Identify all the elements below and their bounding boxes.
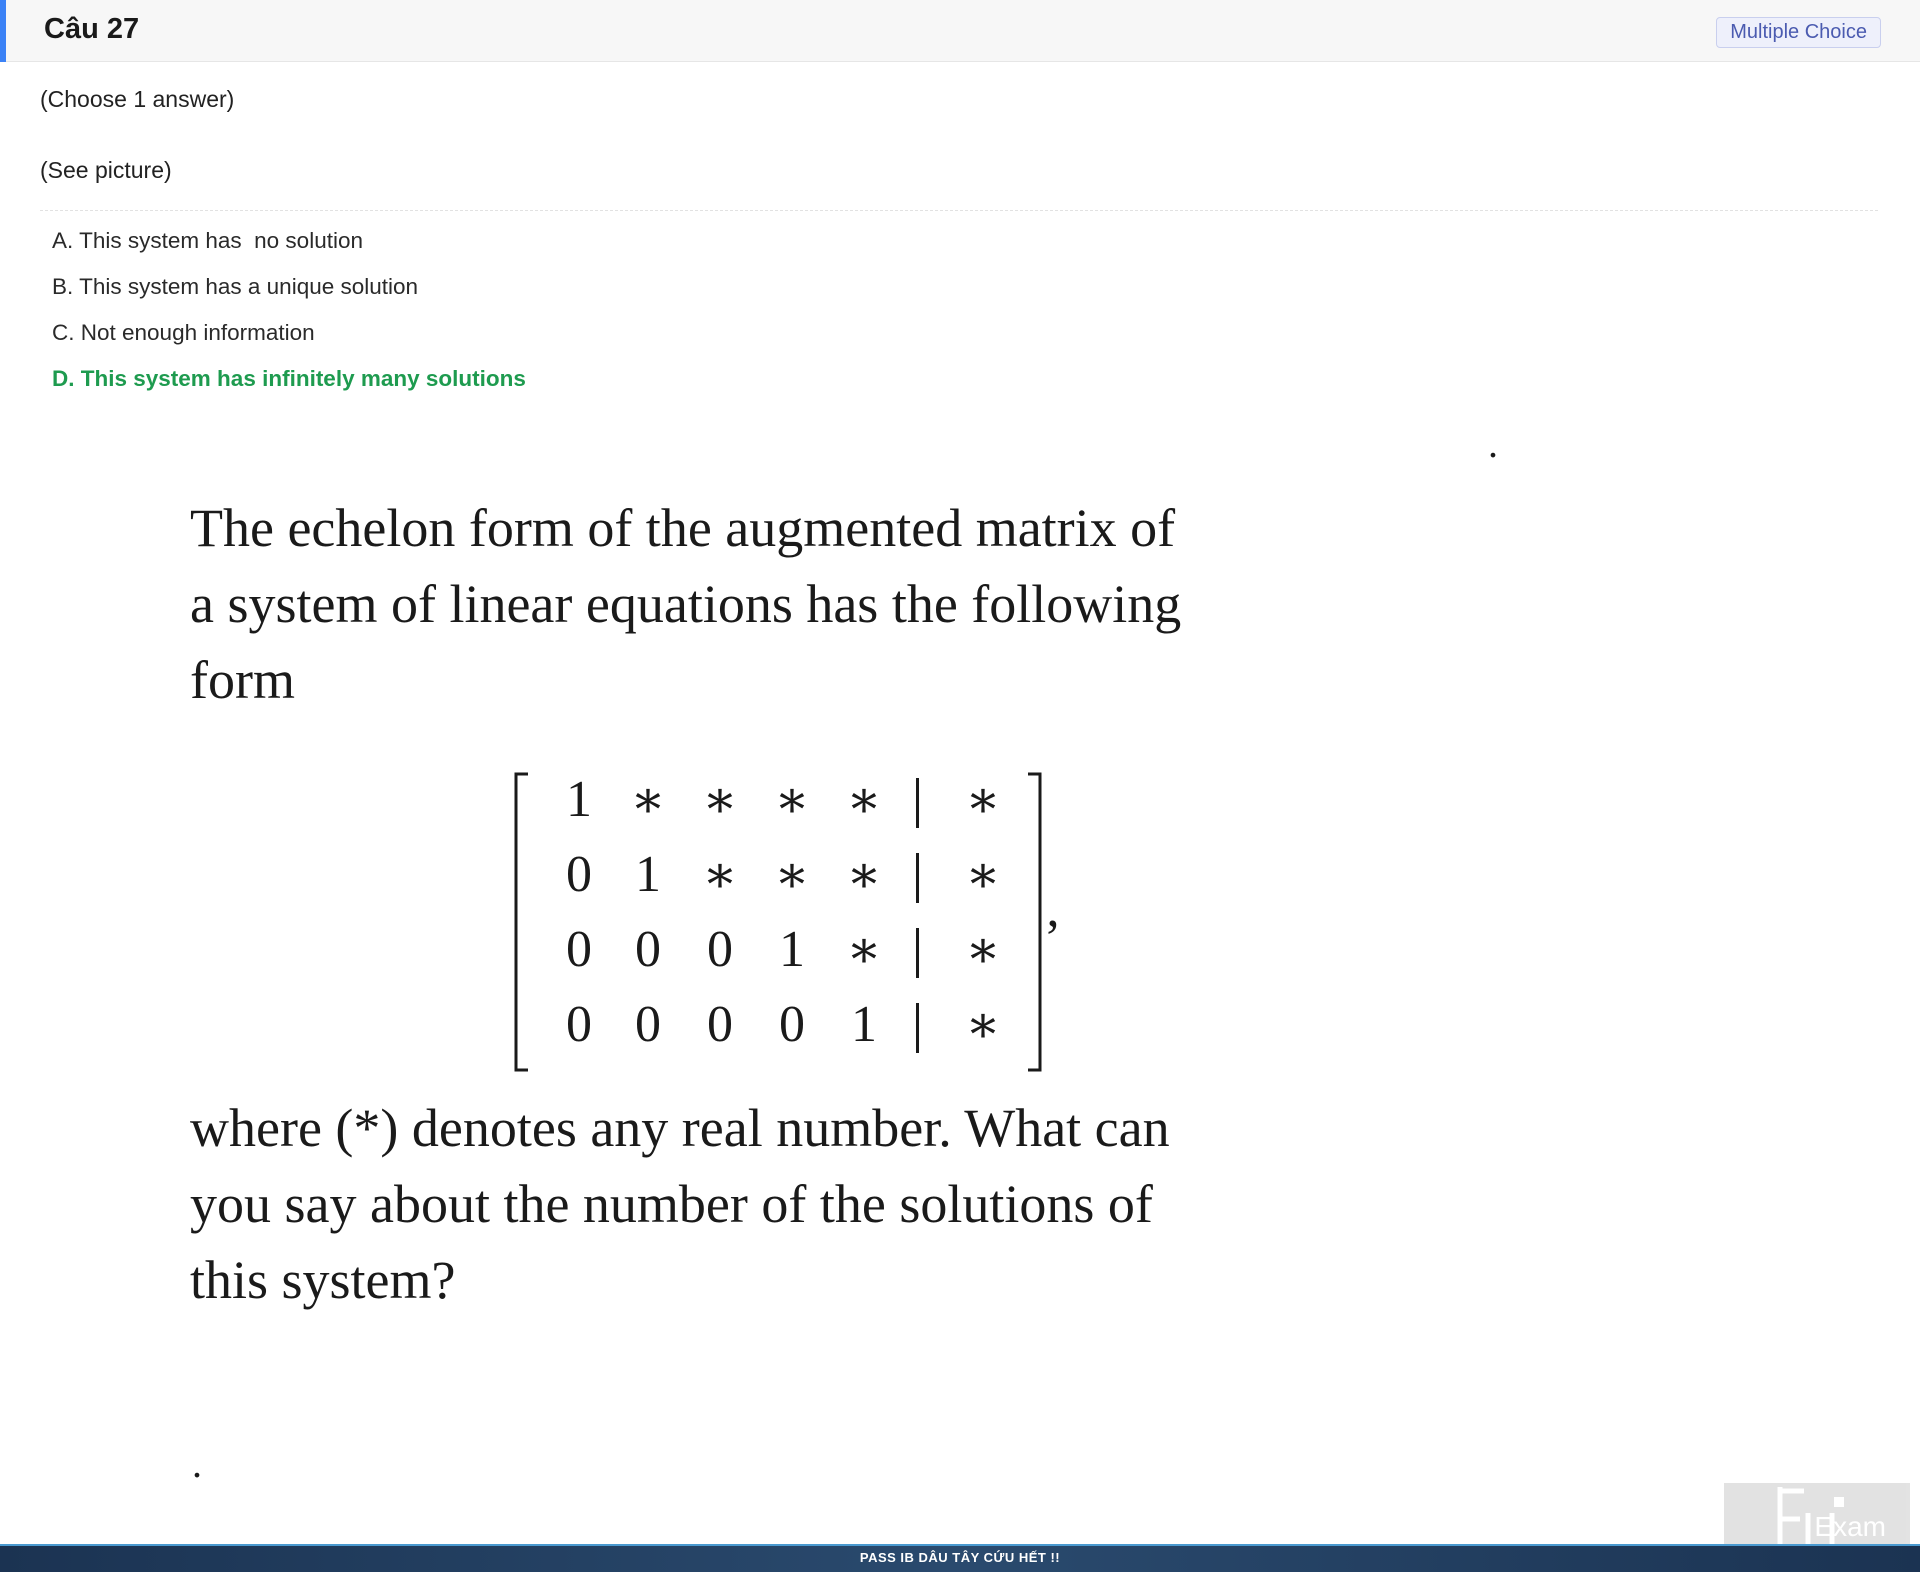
matrix-cell: ∗ (965, 997, 1001, 1054)
question-instruction: (Choose 1 answer) (40, 86, 235, 112)
option-c[interactable]: C. Not enough information (52, 320, 315, 345)
matrix-trailing-comma: , (1046, 881, 1060, 938)
matrix-cell: 0 (566, 996, 592, 1053)
header-accent-bar (0, 0, 6, 62)
picture-intro-line: a system of linear equations has the following (190, 574, 1182, 634)
footer-banner (0, 1544, 1920, 1572)
matrix-cell: 1 (851, 996, 877, 1053)
picture-intro-line: The echelon form of the augmented matrix of (190, 498, 1176, 558)
matrix-cell: 0 (566, 846, 592, 903)
matrix-cell: ∗ (630, 772, 666, 829)
picture-outro-line: where (*) denotes any real number. What can (190, 1098, 1170, 1158)
picture-trailing-dot: . (192, 1441, 202, 1486)
matrix-cell: 0 (707, 921, 733, 978)
matrix-cell: 1 (635, 846, 661, 903)
augment-bar (916, 928, 919, 978)
divider (40, 210, 1878, 211)
matrix-cell: ∗ (774, 847, 810, 904)
picture-intro-text (190, 490, 1390, 718)
matrix-cell: 0 (635, 921, 661, 978)
matrix-cell: ∗ (702, 772, 738, 829)
augment-bar (916, 853, 919, 903)
matrix-cell: ∗ (774, 772, 810, 829)
question-title: Câu 27 (44, 13, 140, 45)
matrix-cell: ∗ (965, 772, 1001, 829)
option-a[interactable]: A. This system has no solution (52, 228, 363, 253)
matrix-cell: ∗ (846, 772, 882, 829)
option-d-correct[interactable]: D. This system has infinitely many solutions (52, 366, 526, 391)
picture-intro-line: form (190, 650, 295, 710)
question-type-badge: Multiple Choice (1716, 17, 1881, 48)
augmented-matrix (510, 770, 1070, 1074)
matrix-cell: 0 (707, 996, 733, 1053)
logo-text: Exam (1814, 1511, 1886, 1542)
matrix-cell: 0 (635, 996, 661, 1053)
matrix-cell: 1 (779, 921, 805, 978)
augment-bar (916, 1003, 919, 1053)
picture-outro-text (190, 1090, 1390, 1318)
augment-bar (916, 778, 919, 828)
picture-outro-line: you say about the number of the solutions of (190, 1174, 1153, 1234)
question-prompt: (See picture) (40, 157, 172, 183)
question-header (0, 0, 1920, 62)
footer-text: PASS IB DÂU TÂY CỨU HẾT !! (859, 1550, 1061, 1565)
matrix-cell: ∗ (965, 847, 1001, 904)
matrix-cell: ∗ (846, 847, 882, 904)
answer-options (52, 226, 526, 410)
matrix-cell: 0 (779, 996, 805, 1053)
matrix-cell: ∗ (702, 847, 738, 904)
picture-top-dot: . (1488, 421, 1498, 466)
matrix-cell: ∗ (965, 922, 1001, 979)
matrix-cell: 1 (566, 771, 592, 828)
matrix-cell: 0 (566, 921, 592, 978)
picture-outro-line: this system? (190, 1250, 456, 1310)
matrix-cell: ∗ (846, 922, 882, 979)
option-b[interactable]: B. This system has a unique solution (52, 274, 419, 299)
question-picture (0, 421, 1920, 1520)
